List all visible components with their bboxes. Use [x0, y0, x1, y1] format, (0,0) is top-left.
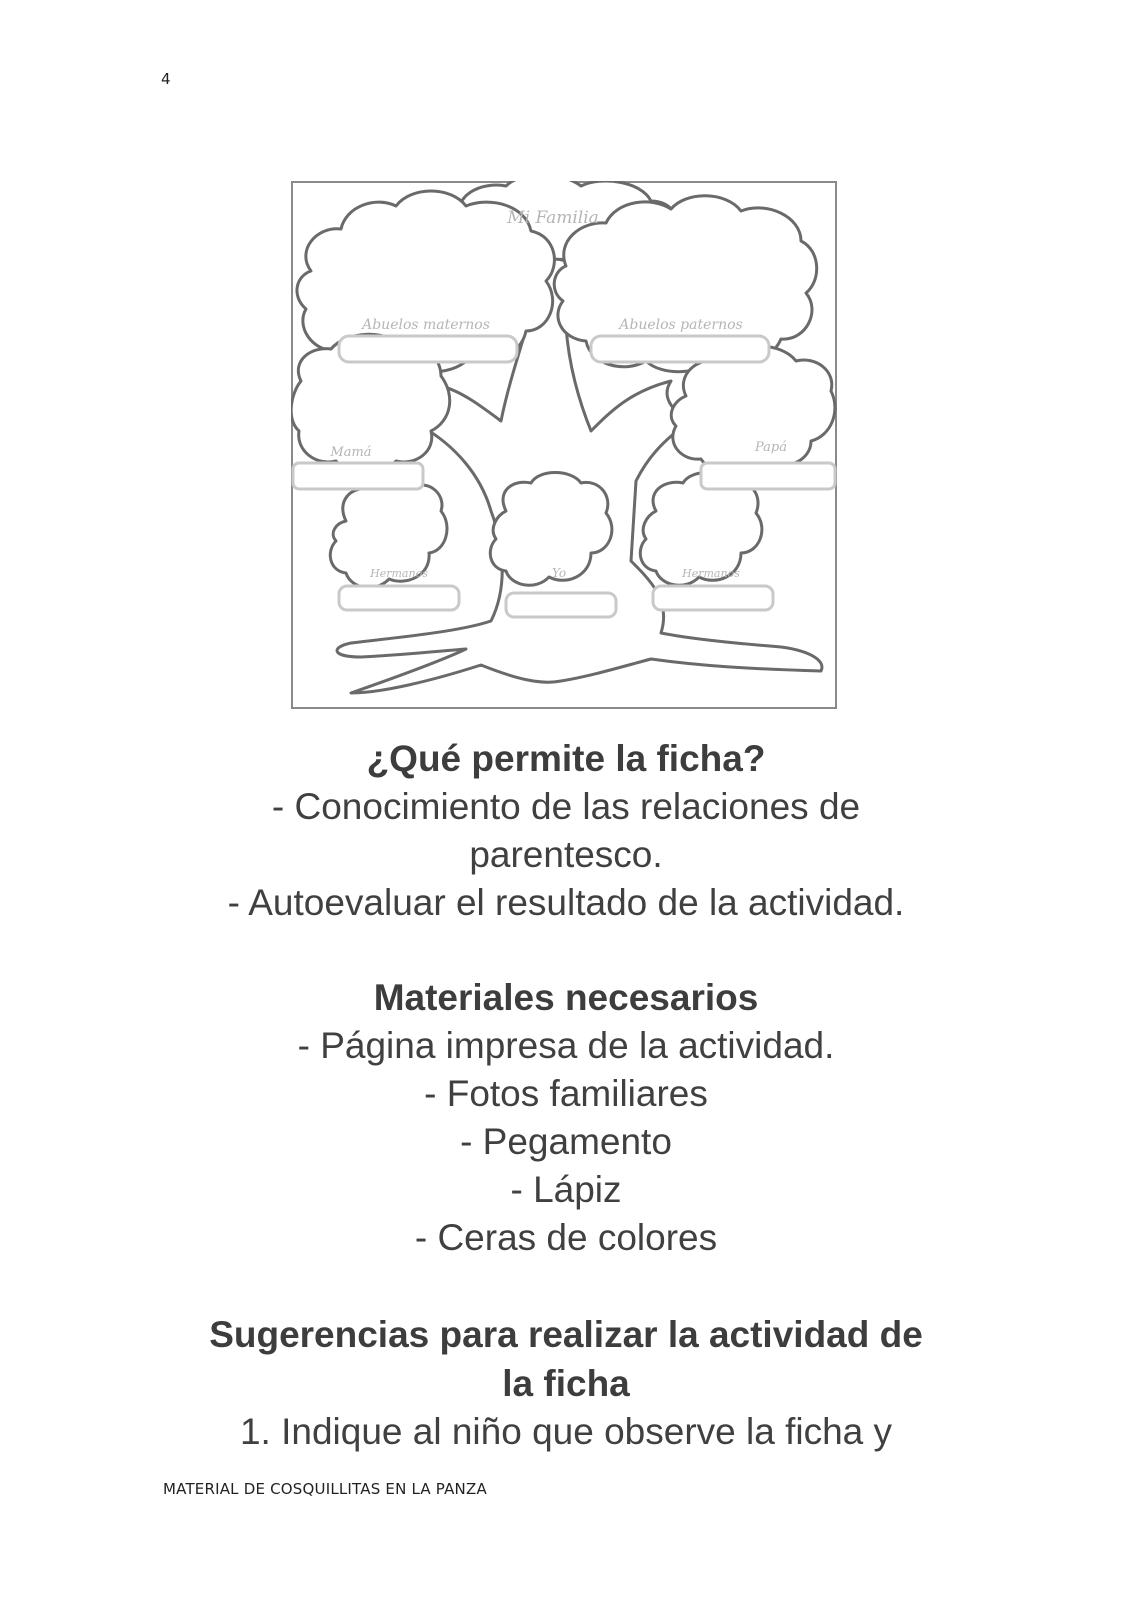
- section-heading-suggestions-cont: la ficha: [502, 1363, 630, 1404]
- mother-label-box: [293, 463, 423, 489]
- body-line: - Autoevaluar el resultado de la actividad.: [227, 882, 905, 923]
- mother-label: Mamá: [330, 445, 372, 460]
- family-tree-illustration: [291, 181, 837, 709]
- maternal-label: Abuelos maternos: [362, 317, 490, 333]
- sibling-left-label-box: [339, 586, 459, 610]
- me-label: Yo: [551, 566, 567, 580]
- paternal-label: Abuelos paternos: [619, 317, 743, 333]
- figure-title: Mi Familia: [507, 208, 599, 228]
- page-number: 4: [161, 70, 171, 88]
- sibling-left-label: Hermanos: [370, 567, 428, 580]
- sibling-right-label: Hermanos: [682, 567, 740, 580]
- me-label-box: [506, 593, 616, 617]
- body-line: parentesco.: [469, 834, 663, 875]
- paternal-label-box: [591, 336, 769, 362]
- body-line: - Conocimiento de las relaciones de: [271, 786, 861, 827]
- section-heading-what-it-allows: ¿Qué permite la ficha?: [366, 738, 766, 779]
- page-footer: MATERIAL DE COSQUILLITAS EN LA PANZA: [163, 1480, 487, 1498]
- list-item: - Pegamento: [460, 1121, 672, 1162]
- father-label-box: [701, 463, 835, 489]
- list-item: - Ceras de colores: [414, 1217, 718, 1258]
- family-tree-drawing: [291, 181, 837, 709]
- section-heading-suggestions: Sugerencias para realizar la actividad de: [209, 1314, 923, 1355]
- list-item: - Lápiz: [510, 1169, 622, 1210]
- sibling-right-label-box: [653, 586, 773, 610]
- document-body: [150, 734, 982, 1456]
- list-item: - Fotos familiares: [424, 1073, 708, 1114]
- list-item: - Página impresa de la actividad.: [297, 1025, 835, 1066]
- body-line: 1. Indique al niño que observe la ficha y: [239, 1411, 893, 1452]
- father-label: Papá: [755, 440, 787, 455]
- maternal-label-box: [339, 336, 517, 362]
- section-heading-materials: Materiales necesarios: [373, 977, 759, 1018]
